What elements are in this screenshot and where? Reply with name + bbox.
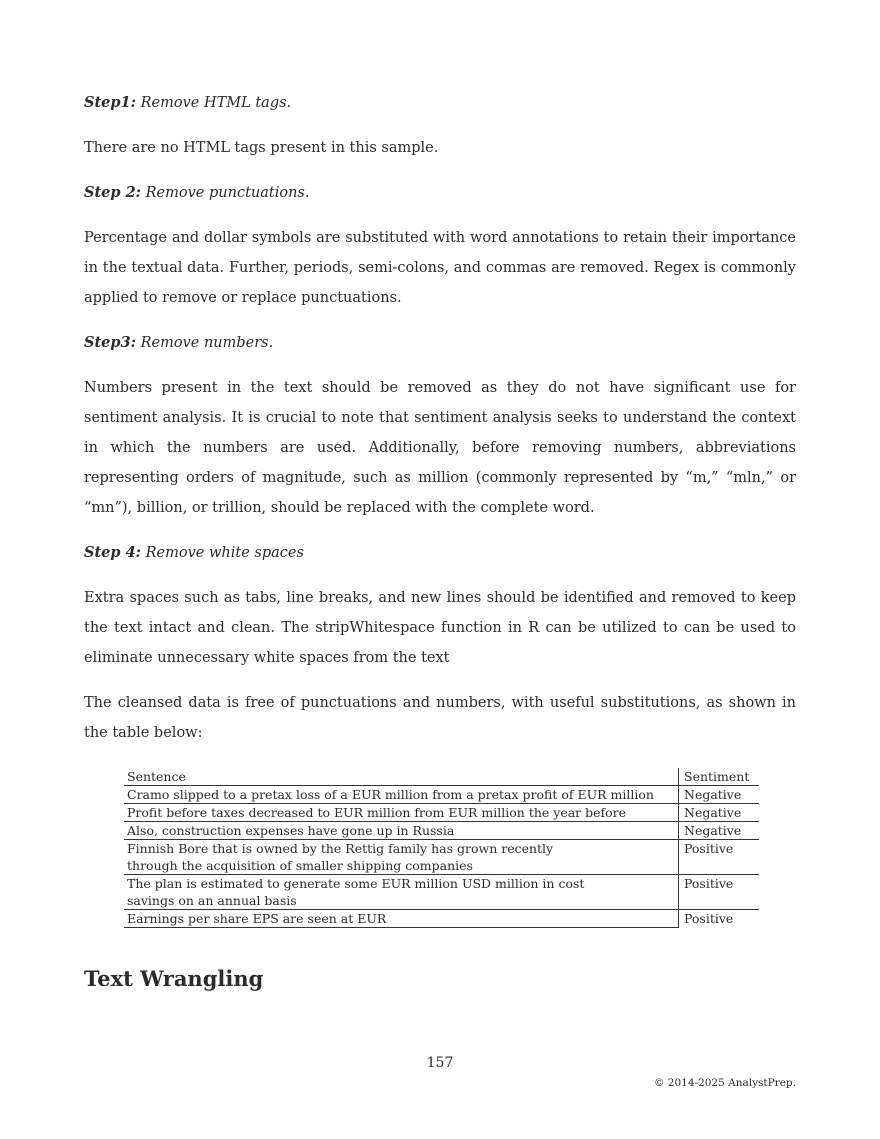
- sentiment-cell: Positive: [679, 875, 760, 910]
- step-2-heading: [84, 178, 796, 208]
- section-heading: Text Wrangling: [84, 966, 264, 991]
- sentiment-cell: Negative: [679, 786, 760, 804]
- sentence-line: Finnish Bore that is owned by the Rettig family has grown recently: [127, 841, 554, 856]
- copyright: © 2014-2025 AnalystPrep.: [653, 1077, 796, 1089]
- sentiment-cell: Positive: [679, 840, 760, 875]
- table-row: [124, 786, 759, 804]
- step-2-text: Percentage and dollar symbols are substituted with word annotations to retain their importance in the textual data. Further, periods, semi-colons, and commas are removed. Regex is commonly applied to remove or replace punctuations.: [84, 230, 796, 306]
- page-number: 157: [426, 1055, 454, 1071]
- table-row: [124, 840, 759, 875]
- sentence-line: The plan is estimated to generate some EUR million USD million in cost: [127, 876, 585, 891]
- step-1-label: Step1:: [84, 94, 136, 111]
- sentiment-table: [124, 768, 759, 928]
- step-3-label: Step3:: [84, 334, 136, 351]
- step-2-title: Remove punctuations.: [141, 185, 310, 201]
- step-4-heading: [84, 538, 796, 568]
- sentence-cell: [124, 840, 679, 875]
- sentence-cell: Also, construction expenses have gone up in Russia: [124, 822, 679, 840]
- sentence-cell: [124, 875, 679, 910]
- table-header-row: [124, 768, 759, 786]
- step-3-heading: [84, 328, 796, 358]
- step-3-text: Numbers present in the text should be removed as they do not have significant use for sentiment analysis. It is crucial to note that sentiment analysis seeks to understand the context in which the numbers are used. Additionally, before removing numbers, abbreviations representing orders of magnitude, such as million (commonly represented by “m,” “mln,” or “mn”), billion, or trillion, should be replaced with the complete word.: [84, 380, 796, 516]
- sentiment-cell: Negative: [679, 822, 760, 840]
- table-row: [124, 804, 759, 822]
- table-intro: The cleansed data is free of punctuations and numbers, with useful substitutions, as shown in the table below:: [84, 695, 796, 741]
- sentiment-cell: Positive: [679, 910, 760, 928]
- sentence-line: savings on an annual basis: [127, 893, 297, 908]
- sentence-cell: Cramo slipped to a pretax loss of a EUR million from a pretax profit of EUR million: [124, 786, 679, 804]
- step-2-label: Step 2:: [84, 184, 142, 201]
- step-1-text: There are no HTML tags present in this sample.: [84, 140, 439, 156]
- step-3-title: Remove numbers.: [135, 335, 274, 351]
- step-4-title: Remove white spaces: [141, 545, 304, 561]
- sentence-line: through the acquisition of smaller shipping companies: [127, 858, 473, 873]
- step-4-text: Extra spaces such as tabs, line breaks, and new lines should be identified and removed to keep the text intact and clean. The stripWhitespace function in R can be utilized to can be used to eliminate unnecessary white spaces from the text: [84, 590, 796, 666]
- table-row: [124, 875, 759, 910]
- header-sentiment: Sentiment: [684, 769, 750, 784]
- step-1-title: Remove HTML tags.: [135, 95, 292, 111]
- sentence-cell: Profit before taxes decreased to EUR million from EUR million the year before: [124, 804, 679, 822]
- step-4-label: Step 4:: [84, 544, 142, 561]
- page-content: [84, 88, 796, 991]
- sentence-cell: Earnings per share EPS are seen at EUR: [124, 910, 679, 928]
- step-1-heading: [84, 88, 796, 118]
- sentiment-cell: Negative: [679, 804, 760, 822]
- table-row: [124, 910, 759, 928]
- header-sentence: Sentence: [124, 768, 679, 786]
- table-row: [124, 822, 759, 840]
